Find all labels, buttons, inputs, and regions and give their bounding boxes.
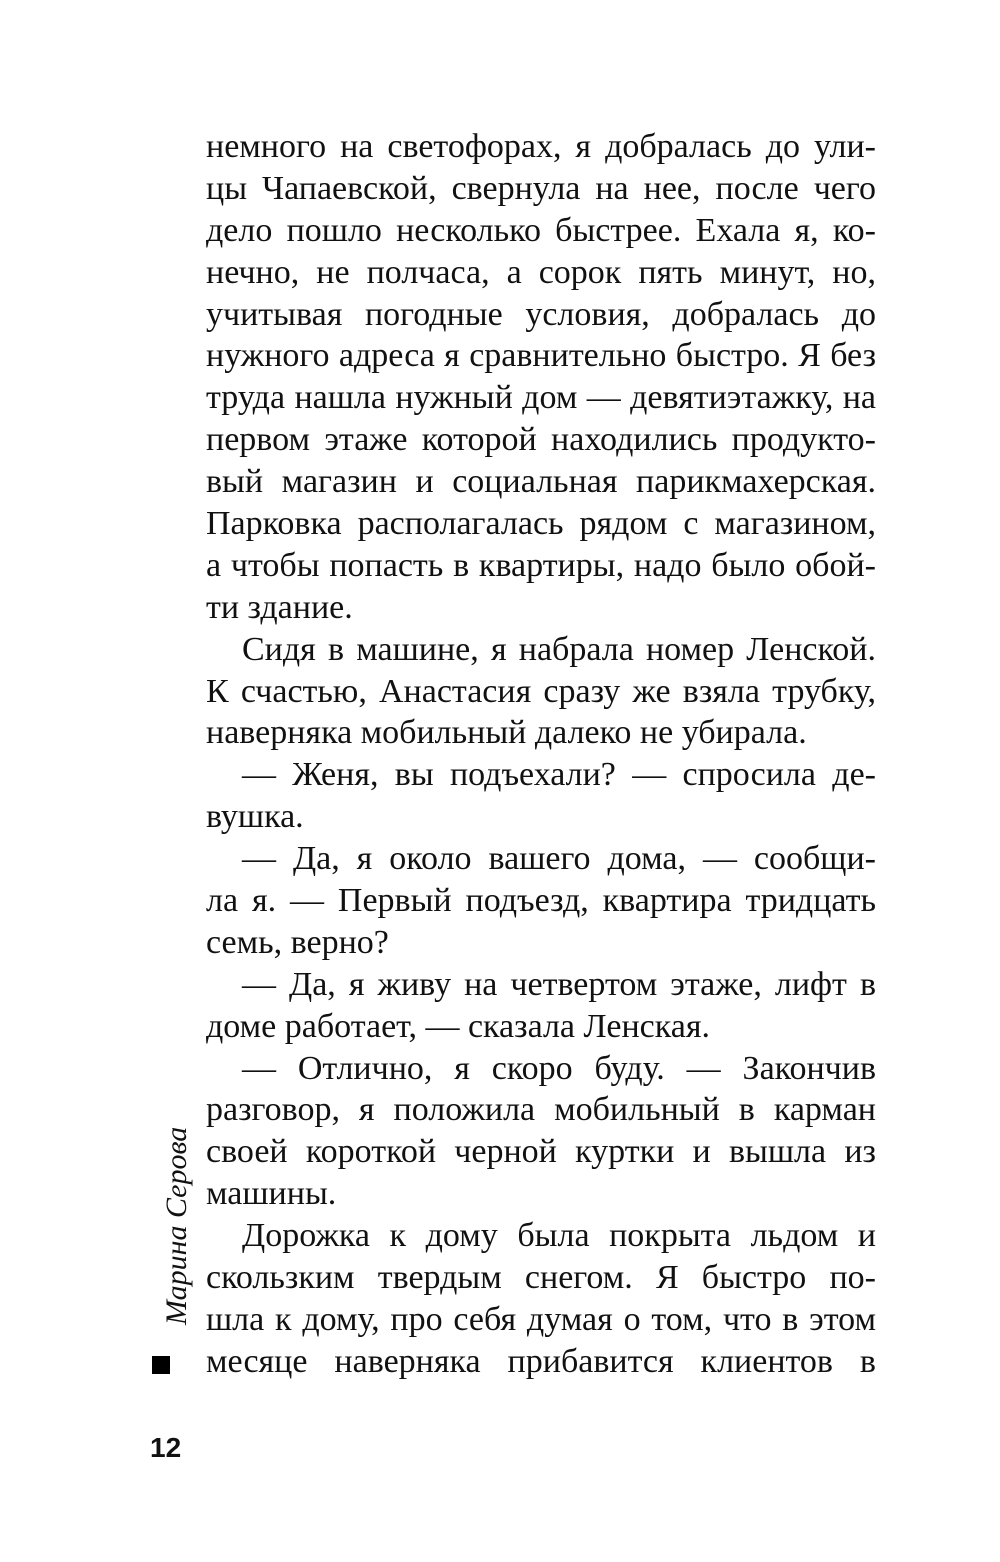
text-line: дело пошло несколько быстрее. Ехала я, ко- — [206, 211, 876, 249]
text-line: — Отлично, я скоро буду. — Закончив — [242, 1049, 876, 1087]
text-line: Сидя в машине, я набрала номер Ленской. — [242, 630, 876, 668]
text-line: К счастью, Анастасия сразу же взяла трубку, — [206, 672, 876, 710]
text-line: немного на светофорах, я добралась до ули- — [206, 128, 876, 165]
text-line: нечно, не полчаса, а сорок пять минут, но, — [206, 253, 876, 291]
text-line: учитывая погодные условия, добралась до — [206, 295, 876, 333]
text-line: шла к дому, про себя думая о том, что в этом — [206, 1300, 876, 1338]
text-line: — Да, я живу на четвертом этаже, лифт в — [242, 965, 876, 1003]
text-line: нужного адреса я сравнительно быстро. Я без — [206, 337, 876, 375]
square-marker-icon — [152, 1356, 170, 1374]
text-line: семь, верно? — [206, 923, 389, 961]
text-line: вый магазин и социальная парикмахерская. — [206, 463, 876, 501]
text-line: вушка. — [206, 798, 304, 836]
text-line: своей короткой черной куртки и вышла из — [206, 1133, 876, 1171]
text-line: машины. — [206, 1175, 337, 1213]
text-line: разговор, я положила мобильный в карман — [206, 1091, 876, 1129]
text-line: скользким твердым снегом. Я быстро по- — [206, 1259, 876, 1297]
text-line: месяце наверняка прибавится клиентов в — [206, 1342, 876, 1380]
text-line: Дорожка к дому была покрыта льдом и — [242, 1217, 876, 1255]
text-line: ла я. — Первый подъезд, квартира тридцать — [206, 882, 876, 920]
text-line: первом этаже которой находились продукто- — [206, 421, 876, 459]
body-text — [206, 126, 876, 1383]
text-line: ти здание. — [206, 588, 353, 626]
page-number: 12 — [150, 1432, 182, 1463]
text-line: а чтобы попасть в квартиры, надо было обой- — [206, 546, 876, 584]
text-line: труда нашла нужный дом — девятиэтажку, на — [206, 379, 876, 417]
text-line: цы Чапаевской, свернула на нее, после чего — [206, 169, 876, 207]
running-head-author: Марина Серова — [160, 1126, 193, 1325]
text-line: доме работает, — сказала Ленская. — [206, 1007, 710, 1045]
text-line: Парковка располагалась рядом с магазином, — [206, 505, 876, 543]
text-line: наверняка мобильный далеко не убирала. — [206, 714, 807, 752]
text-line: — Да, я около вашего дома, — сообщи- — [242, 840, 876, 878]
text-line: — Женя, вы подъехали? — спросила де- — [242, 756, 876, 794]
